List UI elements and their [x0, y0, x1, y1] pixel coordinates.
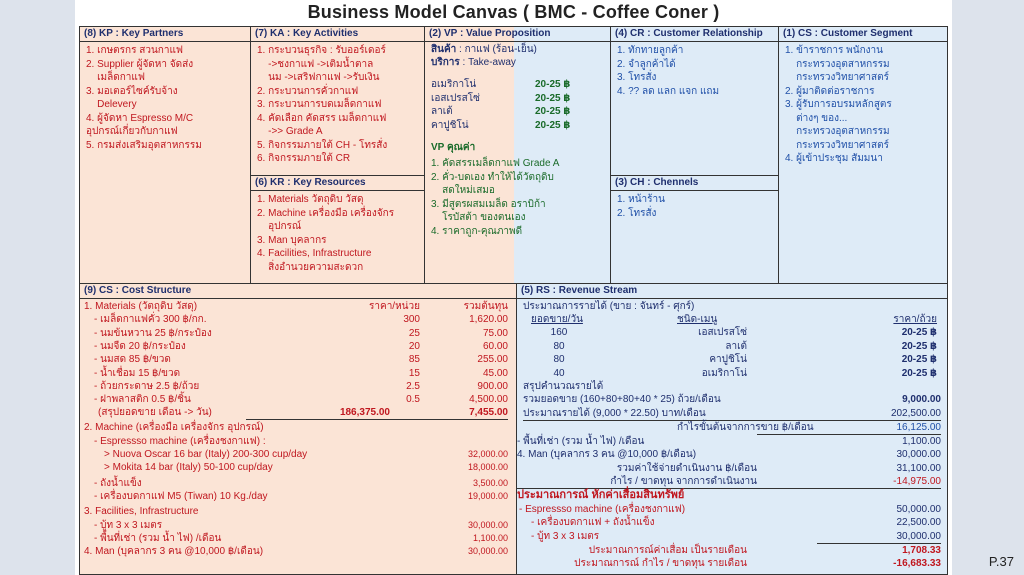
- rev-col-type: ชนิด-เมนู: [677, 314, 718, 325]
- cost-mach-name: - ถังน้ำแข็ง: [94, 477, 142, 489]
- vp-menu-row: [431, 78, 604, 92]
- list-item: 2. โทรสั่ง: [617, 207, 657, 219]
- cost-fac-price: 30,000.00: [467, 519, 508, 530]
- list-item: 3. Man บุคลากร: [257, 234, 327, 246]
- slide: [75, 0, 952, 575]
- cost-header: (9) CS : Cost Structure: [80, 284, 516, 299]
- cost-mat-sum-day: 7,455.00: [469, 407, 508, 419]
- list-item: 2. ผู้มาติดต่อราชการ: [785, 85, 875, 97]
- list-item: 2. Supplier ผู้จัดหา จัดส่ง: [86, 58, 194, 70]
- vp-menu-name: เอสเปรสโซ่: [431, 92, 480, 104]
- rev-row-price: 20-25 ฿: [901, 367, 937, 379]
- cost-sum-line: [246, 419, 508, 420]
- vp-values: [425, 155, 610, 240]
- kp-list: [80, 42, 250, 154]
- list-item: 1. ทักทายลูกค้า: [617, 45, 684, 56]
- cost-mach-price: 32,000.00: [467, 449, 508, 459]
- list-item: 3. กระบวนการบดเมล็ดกาแฟ: [257, 99, 382, 110]
- cost-mach-price: 18,000.00: [467, 462, 508, 473]
- cr-box: [610, 26, 779, 176]
- vp-menu-name: ลาเต้: [431, 106, 453, 117]
- list-item: 2. กระบวนการคั่วกาแฟ: [257, 85, 359, 97]
- cs-list: [779, 42, 947, 168]
- list-item: สดใหม่เสมอ: [431, 185, 495, 196]
- cr-list: [611, 42, 778, 100]
- vp-box: [424, 26, 611, 284]
- cost-mat-name: - ฝาพลาสติก 0.5 ฿/ชิ้น: [94, 394, 191, 406]
- cost-mat-name: - น้ำเชื่อม 15 ฿/ขวด: [94, 367, 181, 379]
- cost-mat-unit: 0.5: [406, 394, 420, 406]
- rev-dep-value: 50,000.00: [896, 504, 941, 515]
- vp-value-title: VP คุณค่า: [431, 142, 476, 153]
- ka-box: [250, 26, 425, 176]
- list-item: 2. จำลูกค้าได้: [617, 58, 676, 70]
- cost-mach-name: > Nuova Oscar 16 bar (Italy) 200-300 cup/day: [104, 449, 308, 460]
- page-title: Business Model Canvas ( BMC - Coffee Coner ): [307, 2, 720, 22]
- rev-row-price: 20-25 ฿: [901, 354, 937, 366]
- cost-mat-total: 1,620.00: [469, 314, 508, 326]
- list-item: 5. กรมส่งเสริมอุตสาหกรรม: [86, 139, 202, 151]
- vp-header: (2) VP : Value Proposition: [425, 27, 610, 42]
- rev-estimate: ประมาณการรายได้ (ขาย : จันทร์ - ศุกร์): [523, 301, 695, 312]
- cost-fac-title: 3. Facilities, Infrastructure: [84, 506, 199, 518]
- rev-col-price: ราคา/ถ้วย: [893, 314, 937, 325]
- list-item: 2. คั่ว-บดเอง ทำให้ได้วัตถุดิบ: [431, 171, 554, 183]
- rev-summary: สรุปคำนวณรายได้: [523, 381, 604, 392]
- cost-mach-price: 19,000.00: [467, 490, 508, 501]
- vp-product-label: สินค้า: [431, 44, 457, 55]
- vp-service-value: : Take-away: [459, 57, 516, 68]
- rev-margin-value: 16,125.00: [896, 422, 941, 433]
- cost-fac-name: - บู้ท 3 x 3 เมตร: [94, 519, 163, 531]
- kr-list: [251, 191, 424, 276]
- cost-mach-price: 3,500.00: [472, 477, 508, 488]
- page-number: P.37: [988, 554, 1014, 569]
- vp-menu-price: 20-25 ฿: [535, 119, 571, 131]
- cost-mat-name: - เมล็ดกาแฟคั่ว 300 ฿/กก.: [94, 314, 207, 326]
- list-item: Delevery: [86, 99, 137, 110]
- cost-mat-name: - นมจืด 20 ฿/กระป๋อง: [94, 340, 186, 352]
- list-item: เมล็ดกาแฟ: [86, 72, 145, 83]
- list-item: 4. คัดเลือก คัดสรร เมล็ดกาแฟ: [257, 112, 387, 124]
- list-item: ->> Grade A: [257, 126, 323, 137]
- rev-row-price: 20-25 ฿: [901, 340, 937, 352]
- rev-man-value: 30,000.00: [896, 449, 941, 461]
- ch-header: (3) CH : Chennels: [611, 176, 778, 191]
- cs-header: (1) CS : Customer Segment: [779, 27, 947, 42]
- list-item: 2. Machine เครื่องมือ เครื่องจักร: [257, 207, 395, 219]
- list-item: 1. กระบวนธุรกิจ : รับออร์เดอร์: [257, 45, 386, 56]
- cost-mat-unit: 85: [408, 354, 420, 366]
- cs-box: [778, 26, 948, 284]
- rev-dep-title: ประมาณการณ์ หักค่าเสื่อมสินทรัพย์: [517, 489, 685, 501]
- list-item: 6. กิจกรรมภายใต้ CR: [257, 153, 351, 164]
- vp-menu-row: [431, 119, 604, 133]
- cost-mat-name: - ถ้วยกระดาษ 2.5 ฿/ถ้วย: [94, 380, 200, 392]
- rev-total-sales-label: รวมยอดขาย (160+80+80+40 * 25) ถ้วย/เดือน: [523, 394, 721, 406]
- list-item: โรบัสต้า ของตนเอง: [431, 212, 526, 223]
- list-item: 3. มีสูตรผสมเมล็ด อราบิก้า: [431, 198, 546, 210]
- ka-list: [251, 42, 424, 168]
- cost-man-name: 4. Man (บุคลากร 3 คน @10,000 ฿/เดือน): [84, 546, 264, 558]
- rev-dep-name: - บู้ท 3 x 3 เมตร: [531, 530, 600, 542]
- rev-dep-month-label: ประมาณการณ์ค่าเสื่อม เป็นรายเดือน: [588, 545, 747, 556]
- list-item: 1. หน้าร้าน: [617, 194, 665, 205]
- kr-header: (6) KR : Key Resources: [251, 176, 424, 191]
- cost-box: [79, 283, 517, 575]
- rev-income-value: 202,500.00: [890, 407, 941, 419]
- cost-mat-unit: 300: [403, 314, 420, 326]
- rev-profit-label: กำไร / ขาดทุน จากการดำเนินงาน: [610, 476, 757, 488]
- list-item: 3. ผู้รับการอบรมหลักสูตร: [785, 99, 892, 110]
- rev-margin-label: กำไรขั้นต้นจากการขาย ฿/เดือน: [677, 422, 814, 433]
- rev-row-name: คาปูชิโน่: [709, 354, 747, 366]
- ch-list: [611, 191, 778, 222]
- rev-row-qty: 40: [553, 367, 565, 379]
- rev-rent-value: 1,100.00: [902, 436, 941, 447]
- cost-mach-title: 2. Machine (เครื่องมือ เครื่องจักร อุปกรณ์): [84, 422, 264, 434]
- cost-mat-total: 75.00: [482, 327, 508, 339]
- list-item: 1. ข้าราชการ พนักงาน: [785, 45, 883, 56]
- rev-opex-label: รวมค่าใช้จ่ายดำเนินงาน ฿/เดือน: [616, 462, 757, 474]
- list-item: 3. มอเตอร์ไซค์รับจ้าง: [86, 85, 178, 97]
- cost-col-unit: ราคา/หน่วย: [369, 301, 420, 312]
- vp-menu-row: [431, 105, 604, 119]
- list-item: 4. ผู้จัดหา Espresso M/C: [86, 112, 194, 124]
- vp-menu-price: 20-25 ฿: [535, 106, 571, 117]
- rev-col-sales: ยอดขาย/วัน: [531, 314, 583, 325]
- rev-dep-name: - เครื่องบดกาแฟ + ถังน้ำแข็ง: [531, 517, 655, 529]
- cost-mat-unit: 2.5: [406, 380, 420, 392]
- list-item: สิ่งอำนวยความสะดวก: [257, 261, 364, 273]
- rev-total-sales-value: 9,000.00: [902, 394, 941, 406]
- rev-header: (5) RS : Revenue Stream: [517, 284, 947, 299]
- rev-man-label: 4. Man (บุคลากร 3 คน @10,000 ฿/เดือน): [517, 449, 697, 461]
- ka-header: (7) KA : Key Activities: [251, 27, 424, 42]
- cost-mat-name: - นมข้นหวาน 25 ฿/กระป๋อง: [94, 327, 212, 339]
- cost-mat-unit: 20: [408, 340, 420, 352]
- rev-row-qty: 160: [550, 327, 568, 339]
- vp-menu-price: 20-25 ฿: [535, 92, 571, 104]
- cost-mat-total: 60.00: [482, 340, 508, 352]
- cost-mat-total: 900.00: [477, 380, 508, 392]
- list-item: 1. เกษตรกร สวนกาแฟ: [86, 45, 184, 56]
- rev-final-label: ประมาณการณ์ กำไร / ขาดทุน รายเดือน: [574, 558, 747, 570]
- cr-header: (4) CR : Customer Relationship: [611, 27, 778, 42]
- vp-product-value: : กาแฟ (ร้อน-เย็น): [456, 44, 537, 55]
- rev-final-value: -16,683.33: [893, 558, 941, 570]
- vp-service-label: บริการ: [431, 57, 460, 68]
- cost-mach-name: > Mokita 14 bar (Italy) 50-100 cup/day: [104, 462, 273, 474]
- cost-mach-sub: - Espressso machine (เครื่องชงกาแฟ) :: [94, 435, 266, 447]
- vp-menu: [425, 70, 610, 132]
- cost-mat-total: 45.00: [482, 367, 508, 379]
- cost-col-total: รวมต้นทุน: [463, 301, 508, 312]
- cost-mat-total: 4,500.00: [469, 394, 508, 406]
- rev-income-label: ประมาณรายได้ (9,000 * 22.50) บาท/เดือน: [523, 407, 706, 419]
- list-item: กระทรวงวิทยาศาสตร์: [785, 139, 889, 151]
- cost-mat-name: - นมสด 85 ฿/ขวด: [94, 354, 171, 366]
- cost-fac-name: - พื้นที่เช่า (รวม น้ำ ไฟ) /เดือน: [94, 532, 222, 544]
- rev-opex-value: 31,100.00: [896, 462, 941, 474]
- vp-product: [425, 42, 610, 70]
- cost-fac-price: 1,100.00: [472, 532, 508, 543]
- list-item: ต่างๆ ของ...: [785, 112, 848, 124]
- cost-mach-name: - เครื่องบดกาแฟ M5 (Tiwan) 10 Kg./day: [94, 490, 268, 502]
- list-item: กระทรวงวิทยาศาสตร์: [785, 72, 889, 83]
- rev-row-name: อเมริกาโน่: [701, 367, 747, 379]
- bmc-grid: [75, 26, 952, 575]
- rev-row-qty: 80: [553, 354, 565, 366]
- list-item: 4. Facilities, Infrastructure: [257, 248, 372, 259]
- rev-box: [516, 283, 948, 575]
- rev-row-qty: 80: [553, 340, 565, 352]
- list-item: 4. ราคาถูก-คุณภาพดี: [431, 225, 523, 237]
- list-item: อุปกรณ์: [257, 221, 302, 232]
- rev-dep-month-value: 1,708.33: [902, 545, 941, 556]
- cost-mat-total: 255.00: [477, 354, 508, 366]
- cost-mat-sum-month: 186,375.00: [339, 407, 390, 419]
- cost-mat-unit: 25: [408, 327, 420, 339]
- cost-body: [80, 299, 516, 575]
- vp-menu-row: [431, 92, 604, 106]
- rev-dep-name: - Espressso machine (เครื่องชงกาแฟ): [519, 504, 686, 515]
- rev-dep-value: 22,500.00: [896, 517, 941, 529]
- rev-body: [517, 299, 947, 575]
- cost-man-price: 30,000.00: [467, 546, 508, 557]
- rev-profit-value: -14,975.00: [893, 476, 941, 488]
- kp-box: [79, 26, 251, 284]
- list-item: 4. ผู้เข้าประชุม สัมมนา: [785, 153, 883, 164]
- vp-menu-name: คาปูชิโน่: [431, 119, 469, 131]
- list-item: ->ชงกาแฟ ->เติมน้ำตาล: [257, 58, 374, 70]
- kr-box: [250, 175, 425, 284]
- rev-row-price: 20-25 ฿: [901, 327, 937, 339]
- cost-mat-title: 1. Materials (วัตถุดิบ วัสดุ): [84, 301, 198, 312]
- vp-menu-price: 20-25 ฿: [535, 79, 571, 90]
- list-item: 1. คัดสรรเมล็ดกาแฟ Grade A: [431, 158, 560, 169]
- list-item: 4. ?? ลด แลก แจก แถม: [617, 85, 720, 97]
- ch-box: [610, 175, 779, 284]
- kp-header: (8) KP : Key Partners: [80, 27, 250, 42]
- vp-menu-name: อเมริกาโน่: [431, 79, 477, 90]
- list-item: 1. Materials วัตถุดิบ วัสดุ: [257, 194, 364, 205]
- list-item: นม ->เสริฟกาแฟ ->รับเงิน: [257, 72, 380, 83]
- rev-dep-value: 30,000.00: [896, 530, 941, 542]
- rev-row-name: เอสเปรสโซ่: [698, 327, 747, 339]
- cost-mat-unit: 15: [408, 367, 420, 379]
- list-item: 3. โทรสั่ง: [617, 72, 657, 83]
- rev-rent-label: - พื้นที่เช่า (รวม น้ำ ไฟ) /เดือน: [517, 436, 645, 447]
- list-item: กระทรวงอุตสาหกรรม: [785, 58, 890, 70]
- list-item: กระทรวงอุตสาหกรรม: [785, 126, 890, 137]
- cost-mat-sum-label: (สรุปยอดขาย เดือน -> วัน): [98, 407, 212, 419]
- rev-row-name: ลาเต้: [725, 340, 747, 352]
- list-item: อุปกรณ์เกี่ยวกับกาแฟ: [86, 126, 178, 137]
- list-item: 5. กิจกรรมภายใต้ CH - โทรสั่ง: [257, 139, 388, 151]
